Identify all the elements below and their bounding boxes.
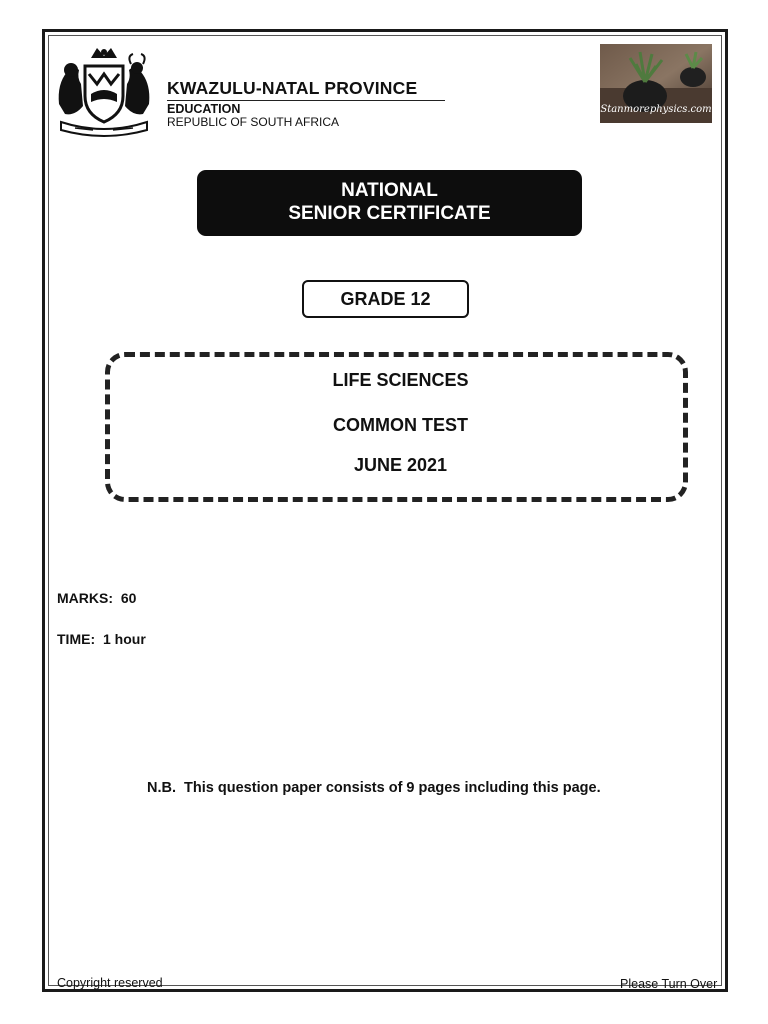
test-type: COMMON TEST <box>333 415 468 435</box>
page-count-note: N.B. This question paper consists of 9 pages including this page. <box>147 780 601 796</box>
department-name: EDUCATION <box>167 102 241 116</box>
coat-of-arms-icon <box>55 44 153 138</box>
certificate-banner <box>197 170 582 236</box>
time-label: TIME: <box>57 631 96 647</box>
test-date: JUNE 2021 <box>353 455 448 475</box>
subject-name: LIFE SCIENCES <box>332 370 469 390</box>
time-value: 1 hour <box>103 631 146 647</box>
marks-label: MARKS: <box>57 590 113 606</box>
turn-over-footer: Please Turn Over <box>620 977 718 991</box>
grade-label: GRADE 12 <box>302 280 469 318</box>
photo-watermark: Stanmorephysics.com <box>600 104 712 115</box>
time-line <box>57 631 146 647</box>
marks-value: 60 <box>120 590 137 606</box>
plant-photo <box>600 44 712 123</box>
banner-line-1: NATIONAL <box>341 180 438 201</box>
banner-line-2: SENIOR CERTIFICATE <box>288 203 491 224</box>
marks-line <box>57 590 136 606</box>
copyright-footer: Copyright reserved <box>57 976 163 990</box>
country-name: REPUBLIC OF SOUTH AFRICA <box>167 115 340 129</box>
province-name: KWAZULU-NATAL PROVINCE <box>167 78 445 101</box>
